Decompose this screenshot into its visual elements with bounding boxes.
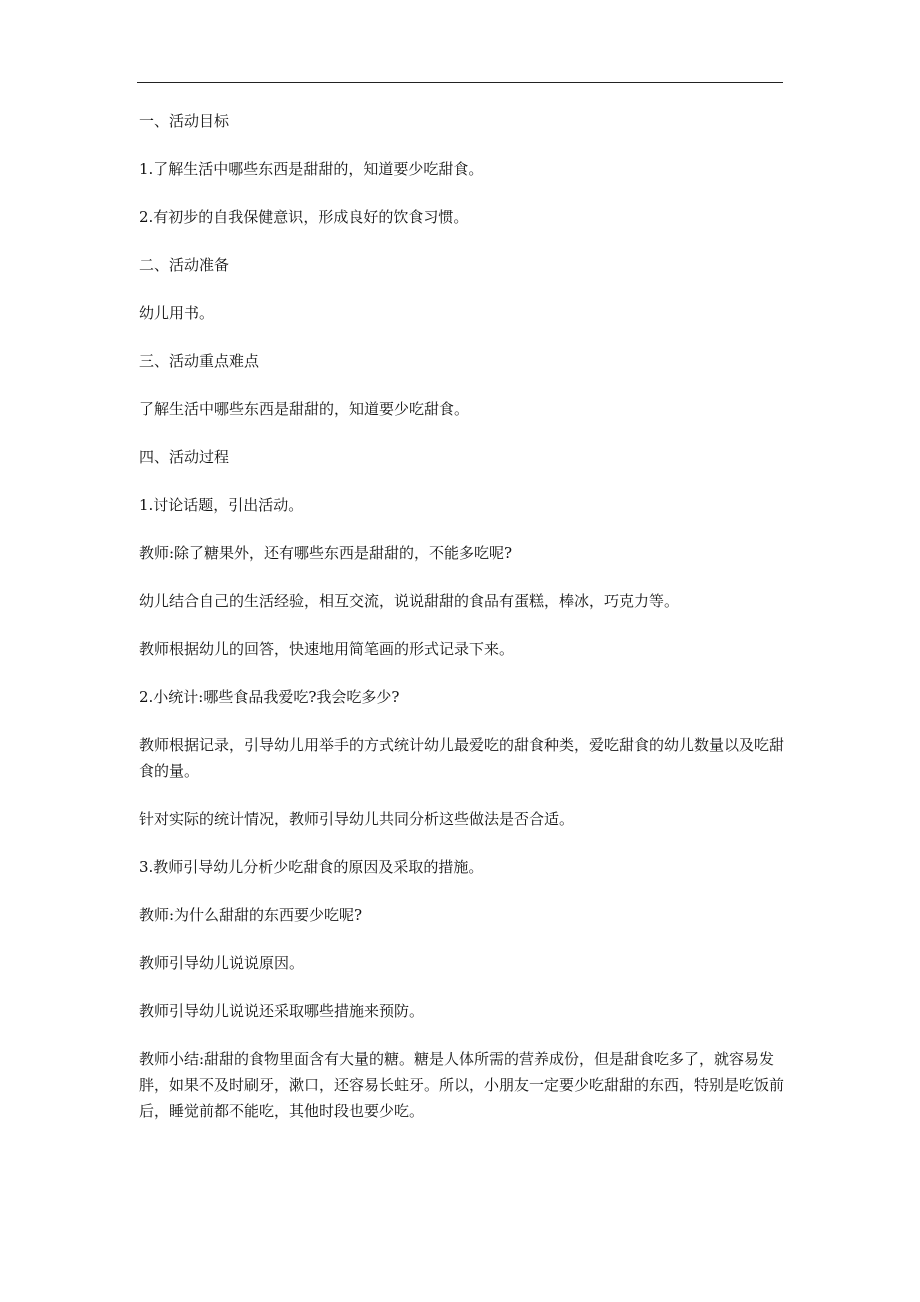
section-heading-goals: 一、活动目标 (139, 112, 230, 130)
paragraph: 教师根据幼儿的回答，快速地用简笔画的形式记录下来。 (139, 640, 515, 658)
paragraph: 1.了解生活中哪些东西是甜甜的，知道要少吃甜食。 (139, 160, 484, 178)
paragraph: 幼儿用书。 (139, 304, 215, 322)
section-heading-key-points: 三、活动重点难点 (139, 352, 260, 370)
document-body (139, 108, 784, 1146)
paragraph: 教师根据记录，引导幼儿用举手的方式统计幼儿最爱吃的甜食种类，爱吃甜食的幼儿数量以及吃甜食的量。 (139, 736, 785, 780)
paragraph: 教师小结:甜甜的食物里面含有大量的糖。糖是人体所需的营养成份，但是甜食吃多了，就容易发胖，如果不及时刷牙，漱口，还容易长蛀牙。所以，小朋友一定要少吃甜甜的东西，特别是吃饭前后，睡觉前都不能吃，其他时段也要少吃。 (139, 1050, 785, 1120)
paragraph: 教师引导幼儿说说还采取哪些措施来预防。 (139, 1002, 425, 1020)
paragraph: 2.小统计:哪些食品我爱吃?我会吃多少? (139, 688, 400, 706)
paragraph: 幼儿结合自己的生活经验，相互交流，说说甜甜的食品有蛋糕，棒冰，巧克力等。 (139, 592, 680, 610)
paragraph: 针对实际的统计情况，教师引导幼儿共同分析这些做法是否合适。 (139, 810, 575, 828)
paragraph: 2.有初步的自我保健意识，形成良好的饮食习惯。 (139, 208, 469, 226)
paragraph: 3.教师引导幼儿分析少吃甜食的原因及采取的措施。 (139, 858, 484, 876)
paragraph: 教师:除了糖果外，还有哪些东西是甜甜的，不能多吃呢? (139, 544, 513, 562)
section-heading-process: 四、活动过程 (139, 448, 230, 466)
paragraph: 1.讨论话题，引出活动。 (139, 496, 304, 514)
header-rule (137, 82, 783, 83)
paragraph: 教师引导幼儿说说原因。 (139, 954, 305, 972)
section-heading-preparation: 二、活动准备 (139, 256, 230, 274)
paragraph: 了解生活中哪些东西是甜甜的，知道要少吃甜食。 (139, 400, 470, 418)
paragraph: 教师:为什么甜甜的东西要少吃呢? (139, 906, 363, 924)
